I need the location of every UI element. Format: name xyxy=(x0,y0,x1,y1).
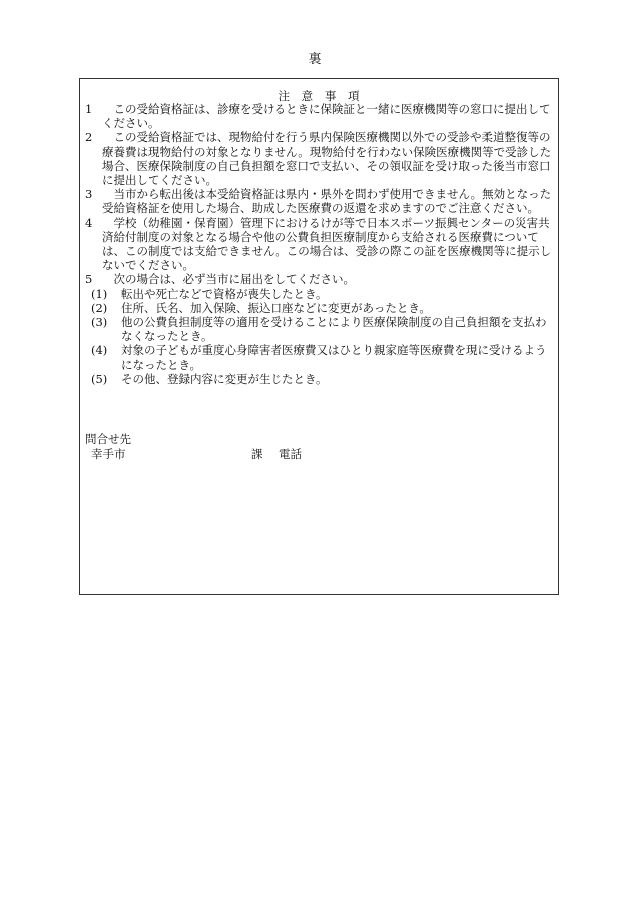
contact-phone-label: 電話 xyxy=(279,447,302,461)
item-number: 5 xyxy=(85,272,93,287)
item-text: この受給資格証では、現物給付を行う県内保険医療機関以外での受診や柔道整復等の療養費は現物給付の対象となりません。現物給付を行わない保険医療機関等で受診した場合、医療保険制度の自己負担額を窓口で支払い、その領収証を受け取った後当市窓口に提出してください。 xyxy=(102,130,552,188)
subitem-number: (3) xyxy=(91,315,108,330)
item-text: 学校（幼稚園・保育園）管理下におけるけが等で日本スポーツ振興センターの災害共済給付制度の対象となる場合や他の公費負担医療制度から支給される医療費については、この制度では支給できません。この場合は、受診の際この証を医療機関等に提示しないでください。 xyxy=(102,215,552,273)
item-text: この受給資格証は、診療を受けるときに保険証と一緒に医療機関等の窓口に提出してください。 xyxy=(102,102,551,131)
notice-item-3 xyxy=(85,187,557,215)
item-number: 4 xyxy=(85,215,93,230)
notice-item-2 xyxy=(85,130,557,187)
subitem-number: (4) xyxy=(91,343,108,358)
item-text: 次の場合は、必ず当市に届出をしてください。 xyxy=(113,272,355,287)
item-number: 1 xyxy=(85,102,93,116)
contact-city: 幸手市 xyxy=(91,447,126,461)
notice-item-4 xyxy=(85,216,557,273)
subitem-text: 転出や死亡などで資格が喪失したとき。 xyxy=(121,286,328,301)
notice-subitem-2 xyxy=(91,301,557,315)
subitem-text: 他の公費負担制度等の適用を受けることにより医療保険制度の自己負担額を支払わなくなったとき。 xyxy=(121,315,547,344)
item-number: 2 xyxy=(85,130,93,145)
contact-heading: 問合せ先 xyxy=(85,432,131,446)
subitem-number: (5) xyxy=(91,371,108,386)
subitem-number: (2) xyxy=(91,300,108,315)
subitem-number: (1) xyxy=(91,286,108,301)
contact-section xyxy=(85,432,555,462)
page-side-label: 裏 xyxy=(308,52,322,67)
notice-subitem-3 xyxy=(91,315,557,343)
subitem-text: 住所、氏名、加入保険、振込口座などに変更があったとき。 xyxy=(121,300,431,315)
notice-subitem-1 xyxy=(91,287,557,301)
notice-item-1 xyxy=(85,102,557,130)
notice-list xyxy=(85,102,557,386)
subitem-text: 対象の子どもが重度心身障害者医療費又はひとり親家庭等医療費を現に受けるようになったとき。 xyxy=(121,343,547,372)
notice-subitem-4 xyxy=(91,343,557,371)
notice-box xyxy=(79,78,559,595)
contact-line xyxy=(85,447,555,462)
subitem-text: その他、登録内容に変更が生じたとき。 xyxy=(121,371,328,386)
notice-subitem-5 xyxy=(91,372,557,386)
item-text: 当市から転出後は本受給資格証は県内・県外を問わず使用できません。無効となった受給資格証を使用した場合、助成した医療費の返還を求めますのでご注意ください。 xyxy=(102,187,552,216)
notice-item-5 xyxy=(85,272,557,286)
item-number: 3 xyxy=(85,187,93,202)
notice-title: 注 意 事 項 xyxy=(278,89,360,103)
contact-section-suffix: 課 xyxy=(251,447,263,461)
